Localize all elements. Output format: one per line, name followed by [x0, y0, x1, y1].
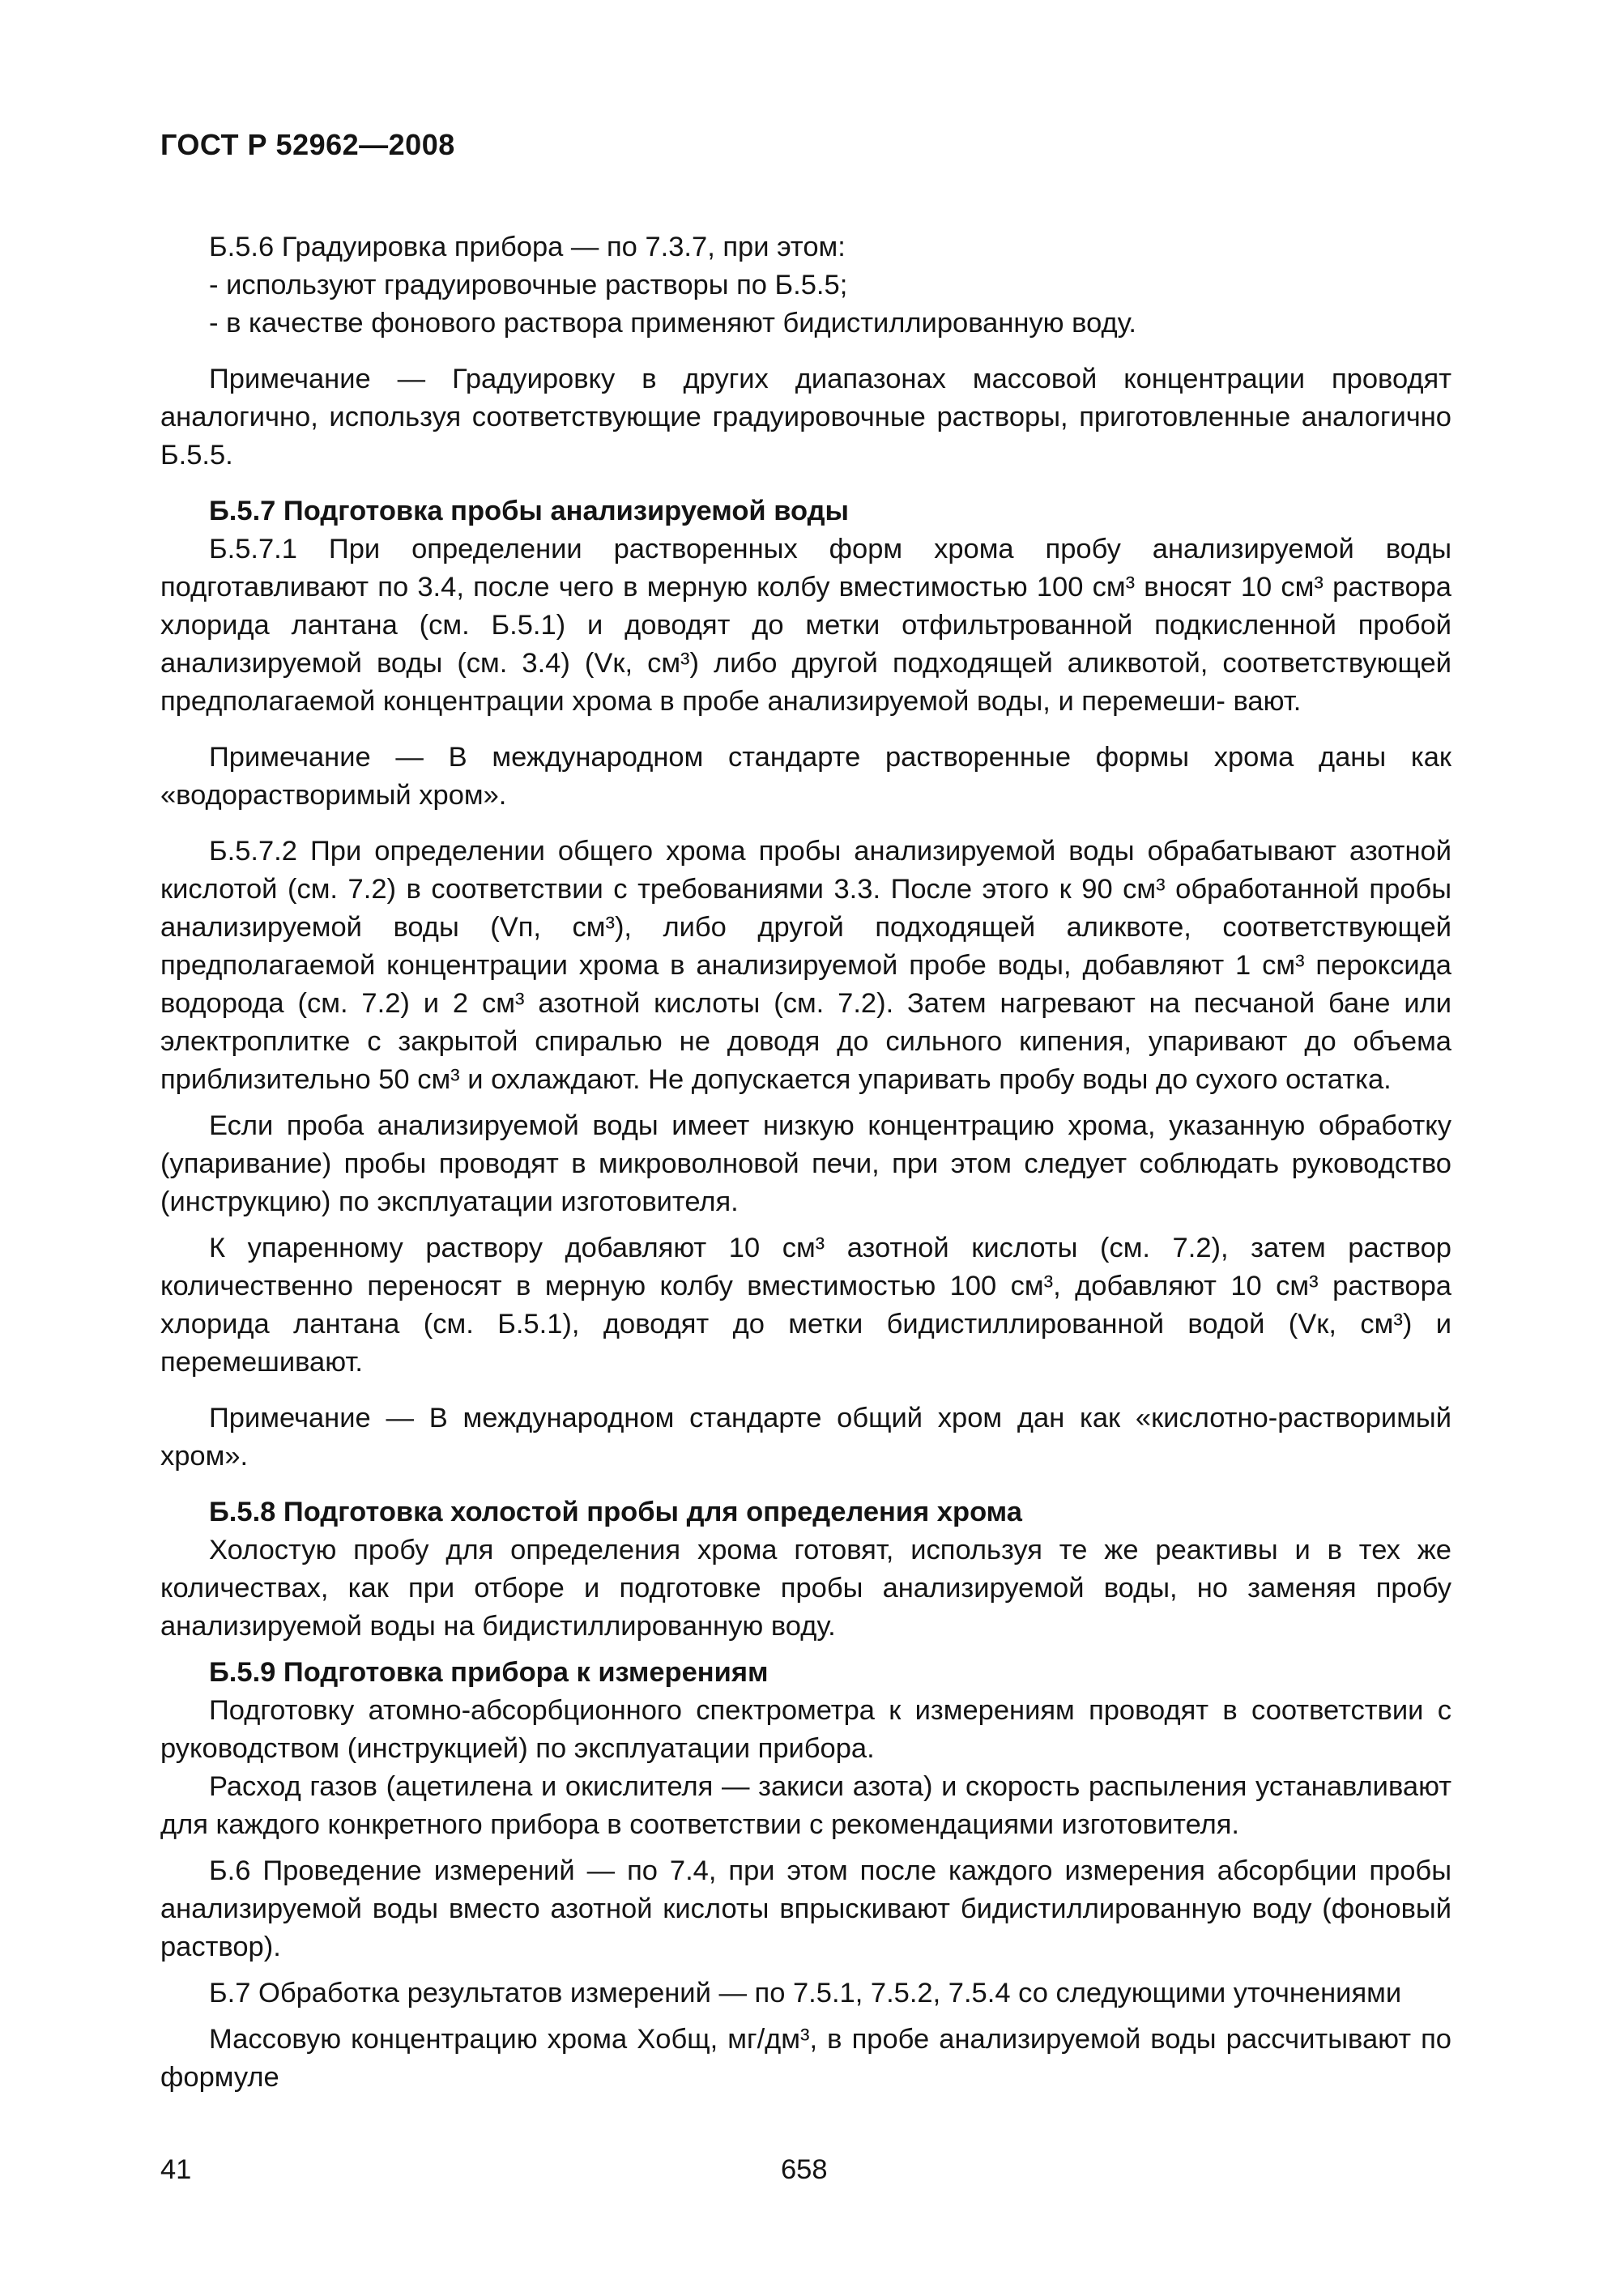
list-item-1: - используют градуировочные растворы по Б.5.5; — [209, 270, 848, 300]
paragraph-b-5-7-1: Б.5.7.1 При определении растворенных форм хрома пробу анализируемой воды подготавливают по 3.4, после чего в мерную колбу вместимостью 100 см³ вносят 10 см³ раствора хлорида лантана (см. Б.5.1) и доводят до метки отфильтрованной подкисленной пробой анализируемой воды (см. 3.4) (Vк, см³) либо другой подходящей аликвотой, соответствующей предполагаемой концентрации хрома в пробе анализируемой воды, и перемеши- вают. — [160, 534, 1451, 717]
page-number-center: 658 — [781, 2154, 828, 2185]
paragraph-low-concentration: Если проба анализируемой воды имеет низкую концентрацию хрома, указанную обработку (упаривание) пробы проводят в микроволновой печи, при этом следует соблюдать руководство (инструкцию) по эксплуатации изготовителя. — [160, 1110, 1451, 1217]
page-number-left: 41 — [160, 2154, 192, 2185]
note-2: Примечание — В международном стандарте растворенные формы хрома даны как «водорастворимый хром». — [160, 742, 1451, 811]
heading-b-5-8: Б.5.8 Подготовка холостой пробы для определения хрома — [209, 1497, 1022, 1527]
paragraph-b-7: Б.7 Обработка результатов измерений — по 7.5.1, 7.5.2, 7.5.4 со следующими уточнениями — [209, 1978, 1402, 2008]
paragraph-evaporated-solution: К упаренному раствору добавляют 10 см³ азотной кислоты (см. 7.2), затем раствор количественно переносят в мерную колбу вместимостью 100 см³, добавляют 10 см³ раствора хлорида лантана (см. Б.5.1), доводят до метки бидистиллированной водой (Vк, см³) и перемешивают. — [160, 1233, 1451, 1378]
paragraph-blank-sample: Холостую пробу для определения хрома готовят, используя те же реактивы и в тех же количествах, как при отборе и подготовке пробы анализируемой воды, но заменяя пробу анализируемой воды на бидистиллированную воду. — [160, 1535, 1451, 1642]
paragraph-spectrometer: Подготовку атомно-абсорбционного спектрометра к измерениям проводят в соответствии с руководством (инструкцией) по эксплуатации прибора. — [160, 1695, 1451, 1764]
heading-b-5-9: Б.5.9 Подготовка прибора к измерениям — [209, 1657, 769, 1688]
paragraph-mass-concentration: Массовую концентрацию хрома Xобщ, мг/дм³, в пробе анализируемой воды рассчитывают по формуле — [160, 2024, 1451, 2093]
document-header: ГОСТ Р 52962—2008 — [160, 128, 455, 161]
document-body — [160, 228, 1451, 2097]
paragraph-b-5-6: Б.5.6 Градуировка прибора — по 7.3.7, при этом: — [209, 232, 846, 262]
paragraph-b-6: Б.6 Проведение измерений — по 7.4, при этом после каждого измерения абсорбции пробы анализируемой воды вместо азотной кислоты впрыскивают бидистиллированную воду (фоновый раствор). — [160, 1855, 1451, 1962]
paragraph-gas-flow: Расход газов (ацетилена и окислителя — закиси азота) и скорость распыления устанавливают для каждого конкретного прибора в соответствии с рекомендациями изготовителя. — [160, 1771, 1451, 1840]
list-item-2: - в качестве фонового раствора применяют бидистиллированную воду. — [209, 308, 1137, 339]
heading-b-5-7: Б.5.7 Подготовка пробы анализируемой воды — [209, 496, 849, 526]
note-1: Примечание — Градуировку в других диапазонах массовой концентрации проводят аналогично, используя соответствующие градуировочные растворы, приготовленные аналогично Б.5.5. — [160, 364, 1451, 471]
note-3: Примечание — В международном стандарте общий хром дан как «кислотно-растворимый хром». — [160, 1403, 1451, 1472]
paragraph-b-5-7-2: Б.5.7.2 При определении общего хрома пробы анализируемой воды обрабатывают азотной кислотой (см. 7.2) в соответствии с требованиями 3.3. После этого к 90 см³ обработанной пробы анализируемой воды (Vп, см³), либо другой подходящей аликвоте, соответствующей предполагаемой концентрации хрома в анализируемой пробе воды, добавляют 1 см³ пероксида водорода (см. 7.2) и 2 см³ азотной кислоты (см. 7.2). Затем нагревают на песчаной бане или электроплитке с закрытой спиралью не доводя до сильного кипения, упаривают до объема приблизительно 50 см³ и охлаждают. Не допускается упаривать пробу воды до сухого остатка. — [160, 836, 1451, 1095]
